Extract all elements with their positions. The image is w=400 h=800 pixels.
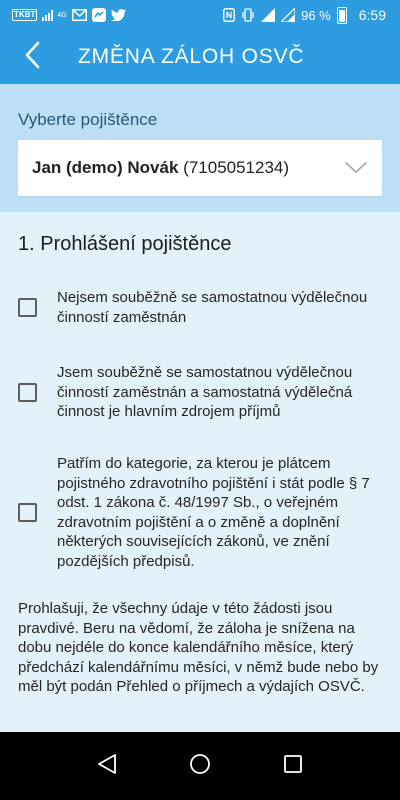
chevron-left-icon — [24, 41, 40, 74]
square-recents-icon — [283, 754, 303, 779]
twitter-icon — [111, 9, 126, 21]
status-notification-icons — [12, 8, 126, 22]
app-bar — [0, 30, 400, 84]
option-3-label: Patřím do kategorie, za kterou je plátcem pojistného zdravotního pojištění i stát podle § 7 odst. 1 zákona č. 48/1997 Sb., o veřejném zdravotním pojištění a o změně a doplnění některých souvisejících zákonů, ve znění pozdějších předpisů. — [57, 455, 370, 570]
triangle-back-icon — [97, 753, 117, 780]
nav-home-button[interactable] — [180, 746, 220, 786]
insured-selector-label: Vyberte pojištěnce — [18, 110, 158, 129]
network-label: 4G — [57, 11, 67, 19]
option-2-checkbox[interactable] — [18, 383, 37, 402]
option-1-checkbox[interactable] — [18, 298, 37, 317]
option-1-label: Nejsem souběžně se samostatnou výdělečnou činností zaměstnán — [57, 289, 368, 326]
nav-recents-button[interactable] — [273, 746, 313, 786]
declaration-statement: Prohlašuji, že všechny údaje v této žádosti jsou pravdivé. Beru na vědomí, že záloha je snížena na dobu nejdéle do konce kalendářního měsíce, který předchází kalendářnímu měsíci, v němž bude nebo by měl být podán Přehled o příjmech a výdajích OSVČ. — [18, 600, 379, 695]
option-2-label: Jsem souběžně se samostatnou výdělečnou činností zaměstnán a samostatná výdělečná činnost je hlavním zdrojem příjmů — [57, 364, 353, 420]
signal-icon — [261, 8, 275, 22]
battery-icon — [337, 7, 347, 24]
vibrate-icon — [241, 8, 255, 22]
page-title: ZMĚNA ZÁLOH OSVČ — [78, 45, 305, 68]
battery-percentage: 96 % — [301, 7, 331, 23]
signal-secondary-icon — [281, 8, 295, 22]
declaration-option-1[interactable] — [18, 288, 388, 327]
declaration-option-2[interactable] — [18, 363, 388, 422]
declaration-section — [0, 212, 400, 732]
section-title: 1. Prohlášení pojištěnce — [18, 233, 232, 255]
back-button[interactable] — [0, 30, 64, 84]
nfc-icon — [223, 8, 235, 22]
circle-home-icon — [189, 753, 211, 780]
vodafone-badge-icon: TKBT — [14, 10, 36, 19]
clock: 6:59 — [358, 7, 386, 23]
messenger-icon — [92, 8, 106, 22]
option-3-checkbox[interactable] — [18, 503, 37, 522]
selected-insured-person — [32, 158, 289, 178]
status-system-icons — [223, 7, 386, 24]
status-bar — [0, 0, 400, 30]
signal-4g-icon — [42, 9, 66, 21]
selected-insured-name: Jan (demo) Novák — [32, 158, 179, 177]
insured-person-dropdown[interactable] — [18, 140, 382, 196]
nav-back-button[interactable] — [87, 746, 127, 786]
declaration-option-3[interactable] — [18, 454, 388, 571]
insured-selector-section — [0, 84, 400, 212]
gmail-icon — [72, 9, 87, 21]
system-navigation-bar — [0, 732, 400, 800]
chevron-down-icon — [344, 161, 368, 175]
selected-insured-id: (7105051234) — [183, 158, 290, 177]
